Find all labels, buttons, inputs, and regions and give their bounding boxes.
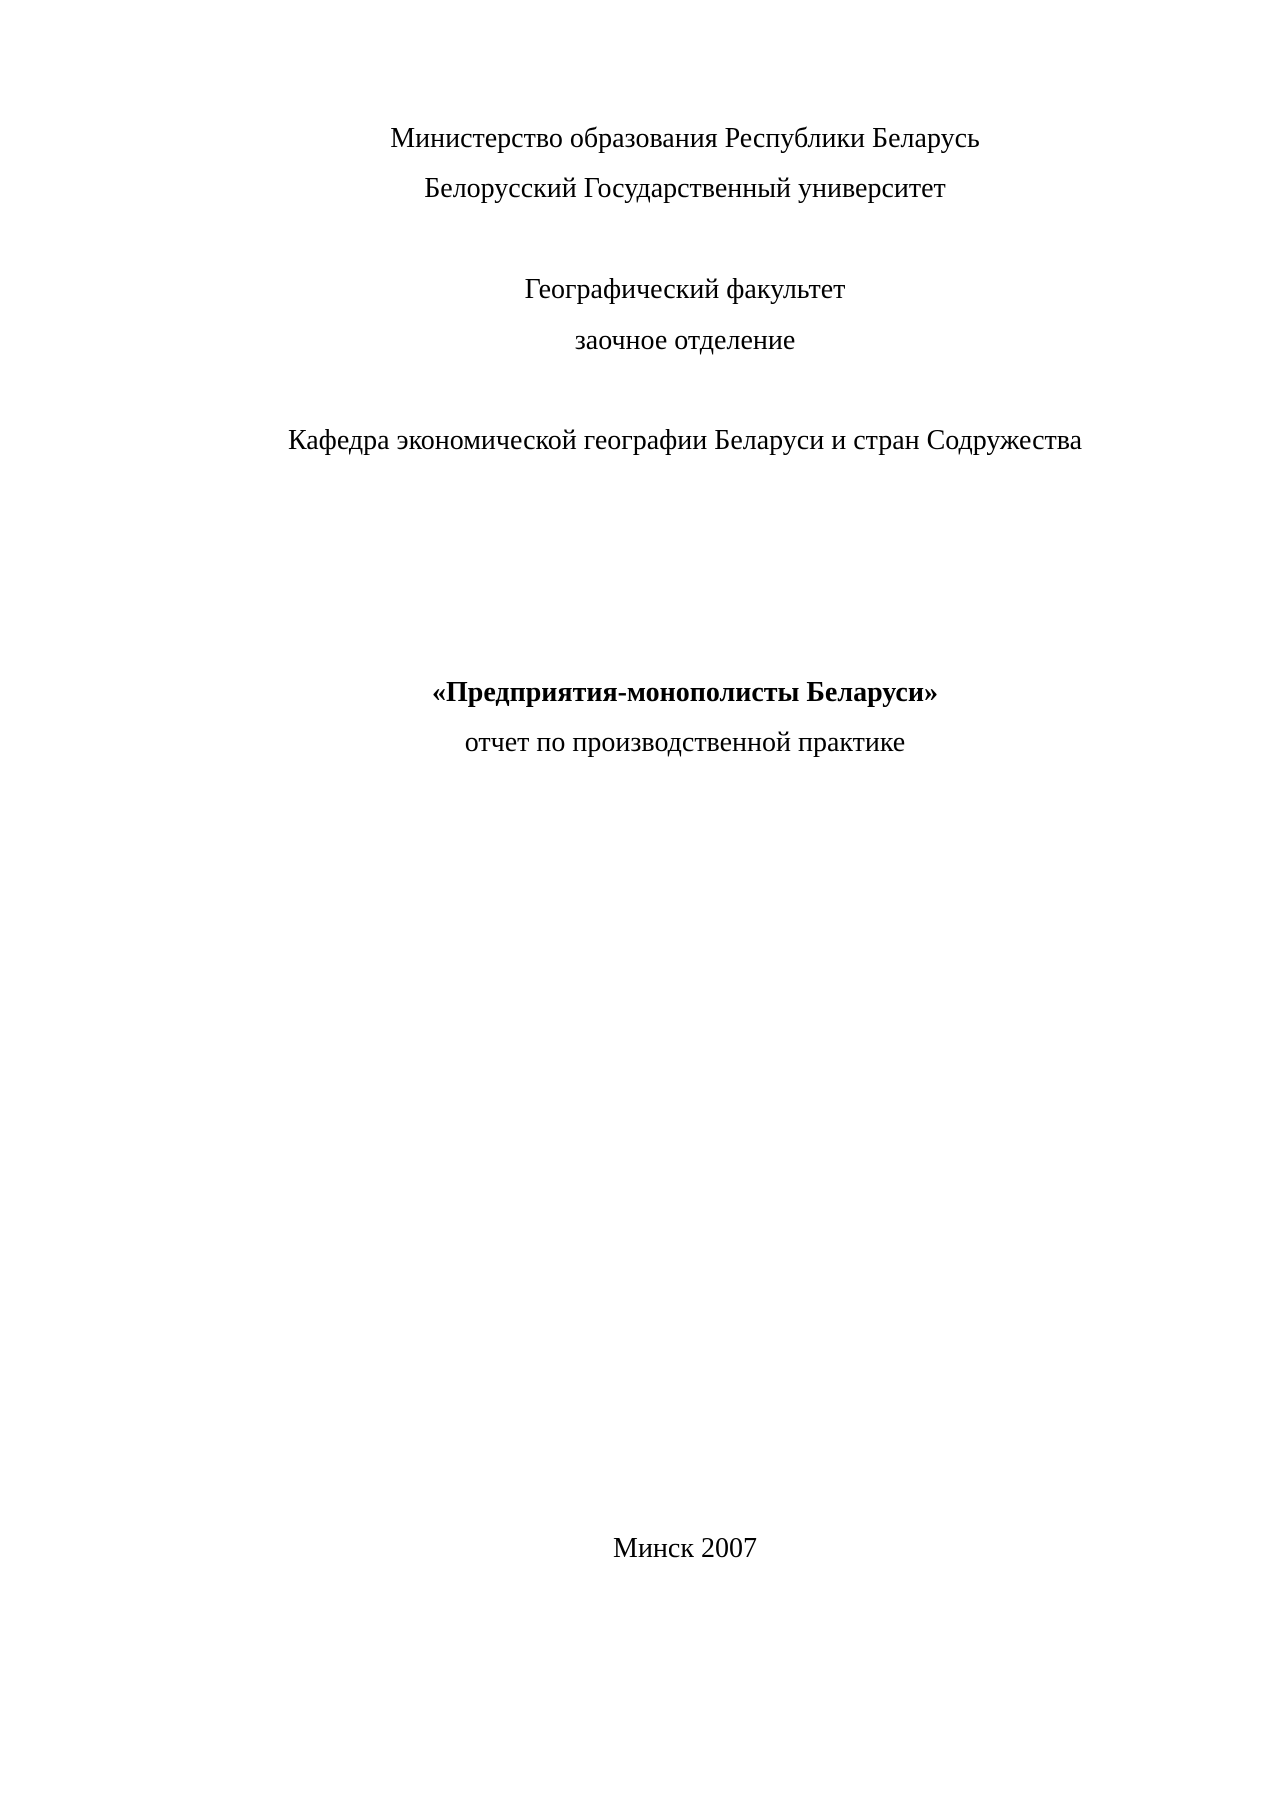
department-mode-line: заочное отделение: [574, 325, 796, 356]
report-subtitle: отчет по производственной практике: [464, 727, 906, 758]
chair-line: Кафедра экономической географии Беларуси и стран Содружества: [287, 425, 1083, 456]
ministry-line: Министерство образования Республики Беларусь: [390, 123, 980, 154]
university-line: Белорусский Государственный университет: [424, 173, 946, 204]
report-title: «Предприятия-монополисты Беларуси»: [432, 677, 938, 708]
city-year-line: Минск 2007: [613, 1533, 757, 1564]
faculty-line: Географический факультет: [524, 274, 846, 305]
